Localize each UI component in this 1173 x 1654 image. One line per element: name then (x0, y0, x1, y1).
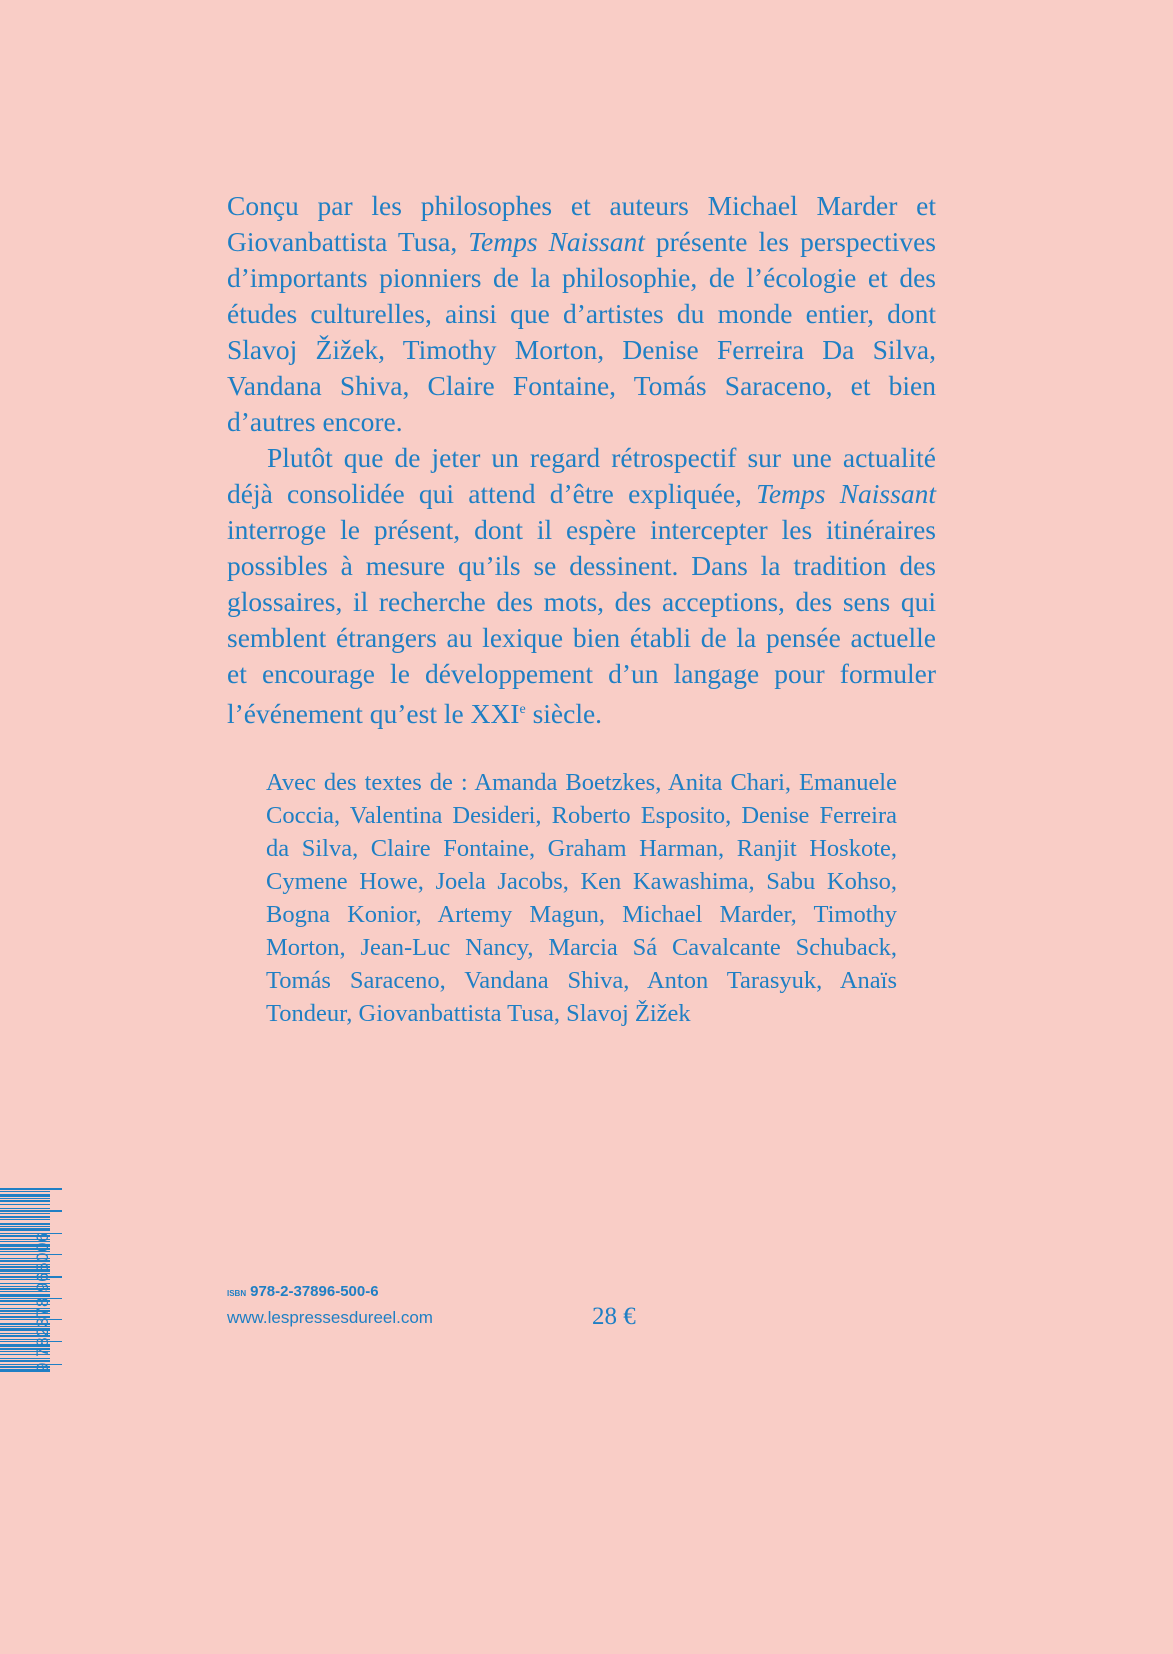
barcode-digits: 9 782378 965006 (33, 1232, 52, 1372)
isbn (227, 1283, 379, 1300)
barcode-bar (0, 1216, 50, 1218)
century-superscript: e (519, 702, 526, 717)
barcode-bar (0, 1223, 50, 1225)
barcode-bar (0, 1200, 50, 1202)
book-title: Temps Naissant (756, 478, 936, 509)
isbn-label: ISBN (227, 1289, 247, 1298)
book-title: Temps Naissant (468, 226, 645, 257)
contributors-list: Avec des textes de : Amanda Boetzkes, Anita Chari, Emanuele Coccia, Valentina Desideri, Roberto Esposito, Denise Ferreira da Silva, Claire Fontaine, Graham Harman, Ranjit Hoskote, Cymene Howe, Joela Jacobs, Ken Kawashima, Sabu Kohso, Bogna Konior, Artemy Magun, Michael Marder, Timothy Morton, Jean-Luc Nancy, Marcia Sá Cavalcante Schuback, Tomás Saraceno, Vandana Shiva, Anton Tarasyuk, Anaïs Tondeur, Giovanbattista Tusa, Slavoj Žižek (266, 769, 897, 1027)
description-paragraph-2: Plutôt que de jeter un regard rétrospectif sur une actualité déjà consolidée qui attend d’être expliquée, Temps Naissant interroge le présent, dont il espère intercepter les itinéraires possibles à mesure qu’ils se dessinent. Dans la tradition des glossaires, il recherche des mots, des acceptions, des sens qui semblent étrangers au lexique bien établi de la pensée actuelle et encourage le développement d’un langage pour formuler l’événement qu’est le XXIe siècle. (227, 442, 936, 730)
barcode-bar (0, 1226, 50, 1227)
barcode-bar (0, 1213, 50, 1214)
barcode-bar (0, 1219, 50, 1220)
isbn-number: 978-2-37896-500-6 (250, 1283, 379, 1300)
barcode-bar (0, 1204, 50, 1205)
barcode-bar (0, 1208, 50, 1209)
barcode-bar (0, 1194, 50, 1197)
price: 28 € (592, 1303, 636, 1330)
barcode-bar (0, 1191, 50, 1192)
description-paragraph-1: Conçu par les philosophes et auteurs Michael Marder et Giovanbattista Tusa, Temps Naissant présente les perspectives d’importants pionniers de la philosophie, de l’écologie et des études culturelles, ainsi que d’artistes du monde entier, dont Slavoj Žižek, Timothy Morton, Denise Ferreira Da Silva, Vandana Shiva, Claire Fontaine, Tomás Saraceno, et bien d’autres encore. (227, 190, 936, 437)
back-cover-description (227, 188, 936, 732)
barcode-bar (0, 1198, 50, 1199)
barcode-bar (0, 1188, 62, 1190)
publisher-website[interactable]: www.lespressesdureel.com (227, 1308, 433, 1327)
barcode-bar (0, 1210, 62, 1212)
barcode-bar (0, 1228, 50, 1231)
